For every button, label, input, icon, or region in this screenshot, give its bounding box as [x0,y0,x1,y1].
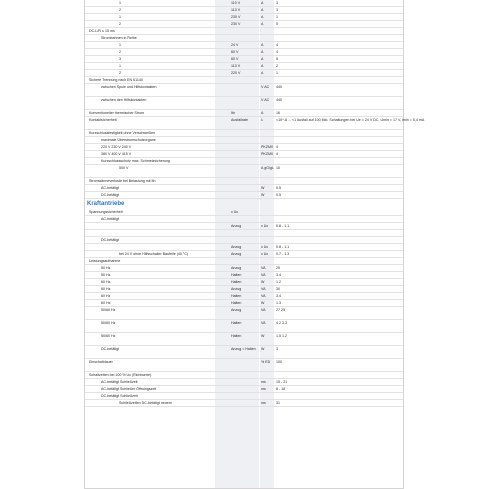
table-row [85,320,403,333]
row-value: <10^-8 ... <1 Ausfall auf 100 Mio. Schaltungen bei Ue = 24 V DC, Umin = 17 V, Imin = 5,4 mA [276,118,425,122]
row-unit: ms [261,380,266,384]
row-value: 0.7 - 1.3 [276,252,290,256]
row-condition: 110 V [231,1,241,5]
table-row [85,151,403,158]
row-value: 1.3 [276,301,281,305]
row-value: 15 - 21 [276,380,288,384]
table-row [85,63,403,70]
row-label: Stromwärmeverluste bei Belastung mit Ith [89,179,156,183]
row-label: Leistungsaufnahme [89,259,121,263]
row-value: 2 [276,64,278,68]
table-row [85,97,403,110]
table-row [85,110,403,117]
row-value: 4 [276,152,278,156]
row-label: 60 Hz [101,294,111,298]
row-unit: V AC [261,85,270,89]
row-label: 50/60 Hz [101,334,116,338]
row-condition: Halten [231,273,242,277]
row-condition: Halten [231,321,242,325]
row-condition: Ausfallrate [231,118,248,122]
datasheet-table [84,0,425,489]
table-row [85,185,403,192]
row-label: Kurzschlussschutz max. Schmelzsicherung [101,159,170,163]
row-value: 4 [276,43,278,47]
row-condition: Anzug [231,287,242,291]
row-label: 50 Hz [101,266,111,270]
row-unit: PKZM0 [261,145,273,149]
row-label: Kontaktsicherheit [89,118,117,122]
row-value: 440 [276,98,282,102]
table-row [85,0,403,7]
row-value: 30 [276,287,280,291]
table-row [85,216,403,223]
table-row [85,251,403,258]
table-row [85,49,403,56]
row-value: 0.8 - 1.1 [276,245,290,249]
row-unit: A [261,111,264,115]
row-condition: 110 V [231,8,241,12]
row-label: 3 [119,57,121,61]
row-condition: 220 V [231,71,241,75]
row-unit: VA [261,321,266,325]
row-value: 4 [276,145,278,149]
row-condition: Halten [231,301,242,305]
row-unit: A [261,22,264,26]
table-row [85,165,403,178]
row-condition: x Uc [231,210,239,214]
table-row [85,70,403,77]
row-condition: Halten [231,334,242,338]
row-value: 31 [276,401,280,405]
row-unit: x Uc [261,252,269,256]
row-condition: 60 V [231,50,239,54]
row-value: 0.5 [276,186,281,190]
table-row [85,84,403,97]
row-value: 1.5 1.2 [276,334,287,338]
row-unit: VA [261,266,266,270]
row-unit: W [261,334,265,338]
row-label: DC-L/R ≤ 15 ms [89,29,115,33]
row-condition: 24 V [231,43,239,47]
row-condition: 60 V [231,57,239,61]
row-label: 50 Hz [101,273,111,277]
table-row [85,265,403,272]
row-value: 0.5 [276,193,281,197]
table-row [85,35,403,42]
table-row [85,14,403,21]
row-label: AC-betätigt [101,186,119,190]
table-row [85,400,403,407]
row-unit: VA [261,287,266,291]
row-condition: Anzug [231,252,242,256]
table-row [85,77,403,84]
table-row [85,230,403,237]
row-condition: Anzug [231,266,242,270]
row-value: 1 [276,71,278,75]
table-row [85,192,403,199]
table-row [85,307,403,320]
row-value: 1 [276,15,278,19]
table-row [85,237,403,244]
row-unit: A [261,71,264,75]
row-value: 100 [276,360,282,364]
row-value: 0.8 - 1.1 [276,224,290,228]
row-value: 3 [276,8,278,12]
row-label: DC-betätigt Schließzeit [101,394,138,398]
row-label: Kurzschlussfestigkeit ohne Verschweißen [89,131,156,135]
row-unit: A [261,8,264,12]
row-label: DC-betätigt [101,193,120,197]
table-row [85,137,403,144]
table-row [85,393,403,400]
row-label: 2 [119,8,121,12]
row-label: AC-betätigt [101,217,119,221]
row-condition: 110 V [231,64,241,68]
table-row [85,293,403,300]
row-unit: A [261,1,264,5]
row-condition: Halten [231,294,242,298]
row-label: Spannungssicherheit [89,210,123,214]
row-label: 60 Hz [101,301,111,305]
row-unit: W [261,193,265,197]
table-row [85,28,403,35]
table-row [85,21,403,28]
table-row [85,130,403,137]
row-label: 50/60 Hz [101,308,116,312]
row-value: 27 25 [276,308,285,312]
row-unit: VA [261,308,266,312]
row-unit: V AC [261,98,270,102]
row-label: Schließzeiten DC-betätigt neuem [119,401,172,405]
table-row [85,372,403,379]
row-condition: Anzug [231,224,242,228]
row-label: 1 [119,43,121,47]
row-label: 1 [119,64,121,68]
row-value: 4 [276,50,278,54]
row-label: 50/60 Hz [101,321,116,325]
row-label: 60 Hz [101,287,111,291]
table-row [85,209,403,216]
row-label: AC-betätigt Schließer Öffnungszeit [101,387,157,391]
row-unit: A [261,57,264,61]
table-row [85,244,403,251]
row-value: 5 [276,22,278,26]
row-label: 2 [119,50,121,54]
row-unit: % ED [261,360,271,364]
table-row [85,158,403,165]
table-row [85,272,403,279]
row-label: Einschaltdauer [89,360,113,364]
row-condition: 230 V [231,15,241,19]
row-label: AC-betätigt Schließzeit [101,380,138,384]
row-label: DC-betätigt [101,347,120,351]
row-value: 3.4 [276,294,281,298]
row-label: bei 24 V ohne Hilfsschalter Bauteile (40 °C) [119,252,189,256]
row-label: 1 [119,15,121,19]
row-unit: λ [261,118,263,122]
table-row [85,223,403,230]
table-row [85,359,403,372]
table-row [85,117,425,130]
table-row [85,56,403,63]
row-unit: PKZM0 [261,152,273,156]
row-value: 16 [276,111,280,115]
table-row [85,178,403,185]
row-value: 3.4 [276,273,281,277]
row-label: Konventioneller thermischer Strom [89,111,145,115]
row-condition: Halten [231,280,242,284]
table-row [85,258,403,265]
row-value: 440 [276,85,282,89]
row-unit: W [261,186,265,190]
row-label: 500 V [119,166,129,170]
row-label: Strombahnen in Reihe [101,36,137,40]
row-label: 2 [119,22,121,26]
row-unit: A gG/gL [261,166,274,170]
row-unit: A [261,64,264,68]
row-label: 2 [119,71,121,75]
row-label: Sichere Trennung nach EN 61140 [89,78,143,82]
row-label: 60 Hz [101,280,111,284]
table-row [85,7,403,14]
table-row [85,286,403,293]
row-unit: x Uc [261,224,269,228]
row-label: Schaltzeiten bei 100 % Uc (Richtwerte) [89,373,152,377]
row-label: zwischen den Hilfskontakten [101,98,147,102]
row-condition: Anzug [231,245,242,249]
table-row [85,144,403,151]
table-row [85,42,403,49]
table-row [85,346,403,359]
table-row [85,386,403,393]
row-unit: A [261,50,264,54]
row-label: DC-betätigt [101,238,120,242]
row-value: 3 [276,1,278,5]
section-title: Kraftantriebe [87,201,125,207]
row-unit: x Uc [261,245,269,249]
row-label: zwischen Spule und Hilfskontakten [101,85,157,89]
row-unit: ms [261,401,266,405]
row-unit: A [261,43,264,47]
row-value: 10 [276,166,280,170]
row-unit: W [261,301,265,305]
row-label: 220 V 230 V 240 V [101,145,132,149]
row-unit: VA [261,273,266,277]
row-unit: VA [261,294,266,298]
row-value: 8 - 18 [276,387,286,391]
table-row [85,379,403,386]
row-value: 1.2 [276,280,281,284]
row-label: maximale Überstromschutzorgane [101,138,156,142]
row-value: 4.2 3.3 [276,321,287,325]
row-condition: Anzug [231,308,242,312]
row-condition: Ith [231,111,235,115]
row-condition: Anzug = Halten [231,347,256,351]
table-row [85,333,403,346]
row-unit: A [261,15,264,19]
table-row [85,279,403,286]
row-value: 5 [276,57,278,61]
row-value: 3 [276,347,278,351]
row-value: 25 [276,266,280,270]
row-condition: 230 V [231,22,241,26]
row-label: 380 V 400 V 415 V [101,152,132,156]
table-row [85,300,403,307]
row-unit: ms [261,387,266,391]
row-label: 1 [119,1,121,5]
row-unit: W [261,347,265,351]
row-unit: W [261,280,265,284]
